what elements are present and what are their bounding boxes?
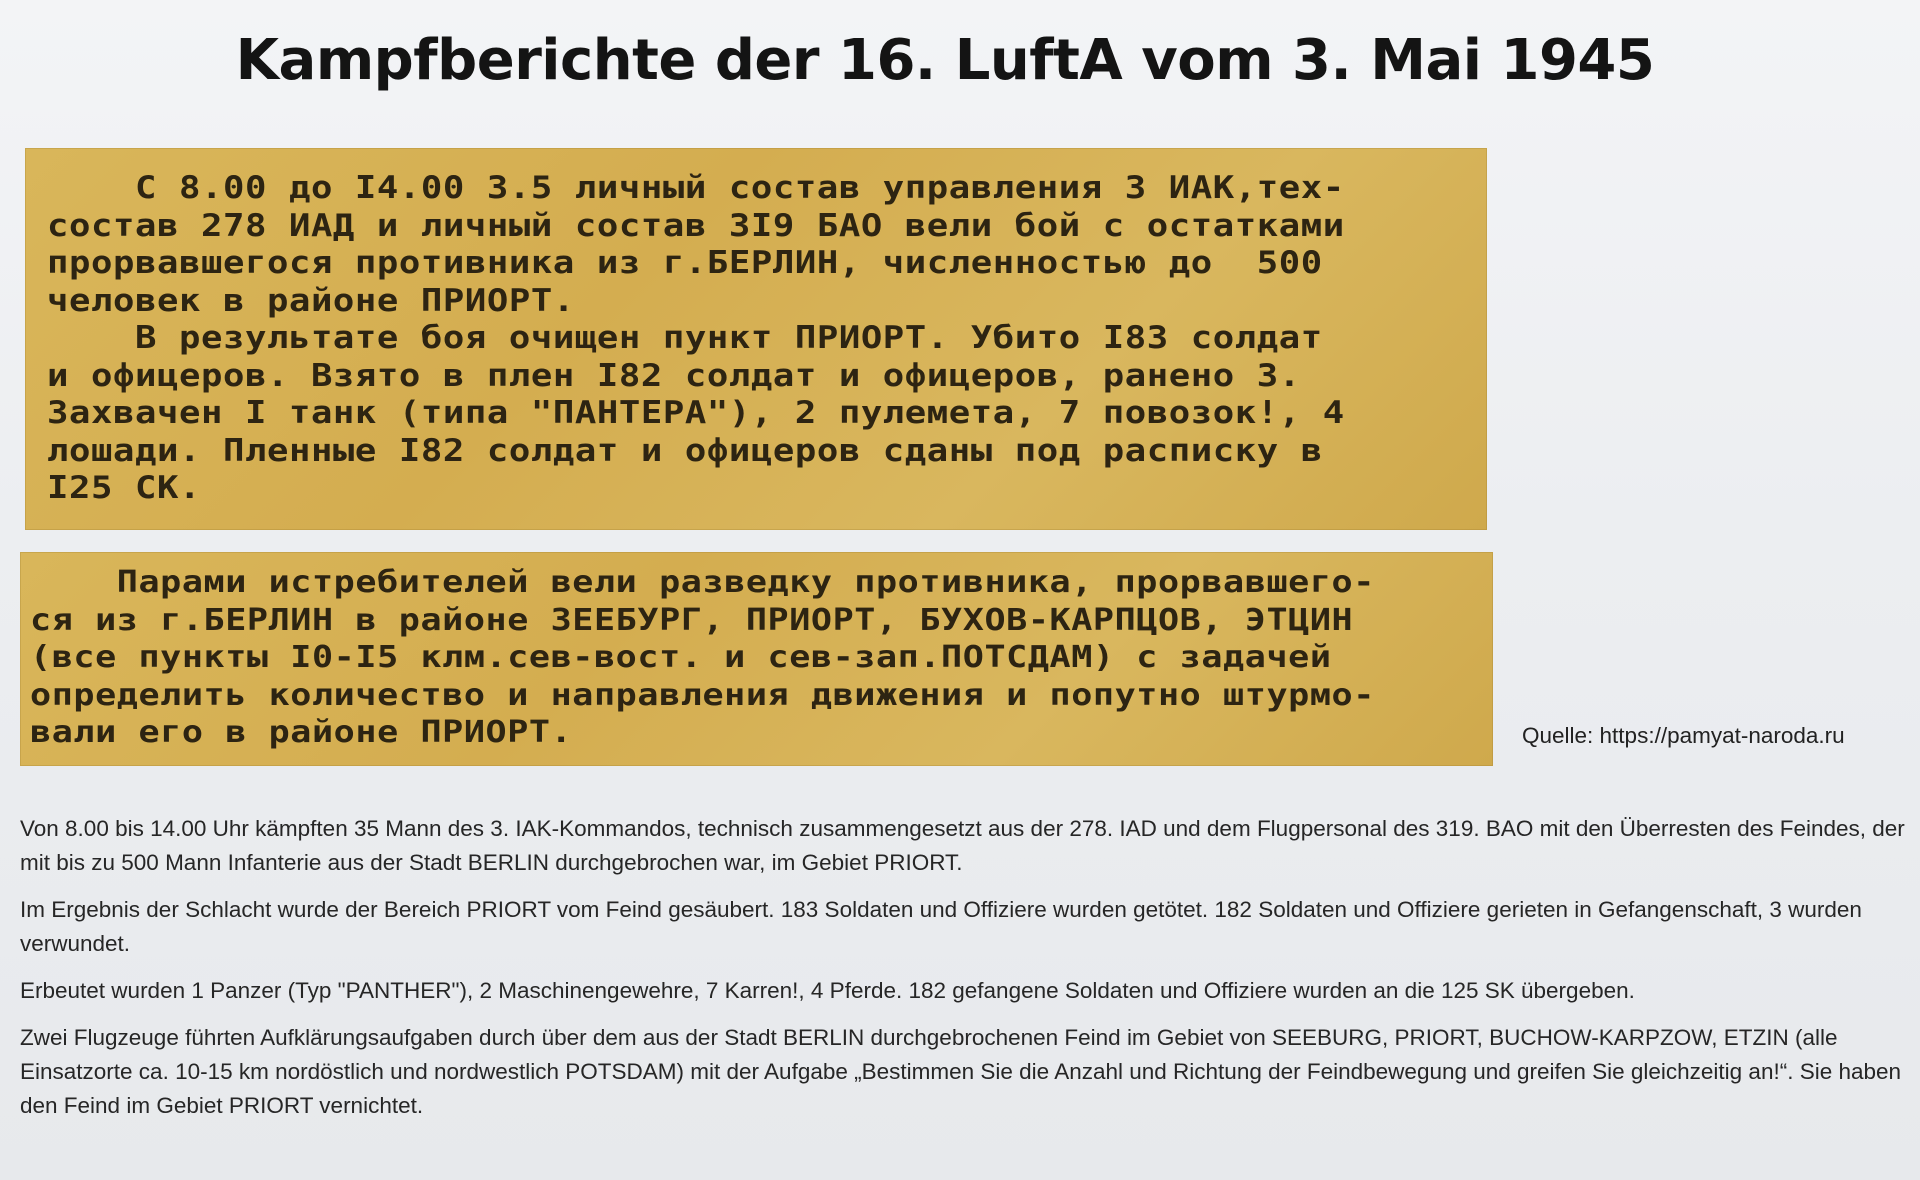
typed-line: (все пункты I0-I5 клм.сев-вост. и сев-зап.ПОТСДАМ) с задачей [30, 640, 1332, 675]
typewritten-text [47, 170, 1345, 508]
typed-line: С 8.00 до I4.00 3.5 личный состав управления 3 ИАК,тех- [47, 170, 1345, 206]
typed-line: вали его в районе ПРИОРТ. [30, 715, 573, 750]
typewritten-text [30, 564, 1375, 752]
typed-line: ся из г.БЕРЛИН в районе ЗЕЕБУРГ, ПРИОРТ, БУХОВ-КАРПЦОВ, ЭТЦИН [30, 602, 1354, 638]
typed-line: определить количество и направления движения и попутно штурмо- [30, 677, 1375, 713]
typed-line: человек в районе ПРИОРТ. [47, 282, 575, 319]
typed-line: прорвавшегося противника из г.БЕРЛИН, численностью до 500 [47, 245, 1323, 281]
typed-line: Захвачен I танк (типа "ПАНТЕРА"), 2 пулемета, 7 повозок!, 4 [47, 395, 1345, 431]
typed-line: и офицеров. Взято в плен I82 солдат и офицеров, ранено 3. [47, 357, 1301, 394]
archive-clipping-report-2 [20, 552, 1493, 766]
german-translation [20, 812, 1910, 1136]
page-title: Kampfberichte der 16. LuftA vom 3. Mai 1945 [235, 28, 1655, 93]
typed-line: Парами истребителей вели разведку противника, прорвавшего- [30, 565, 1375, 600]
translation-paragraph: Im Ergebnis der Schlacht wurde der Bereich PRIORT vom Feind gesäubert. 183 Soldaten und Offiziere wurden getötet. 182 Soldaten und Offiziere gerieten in Gefangenschaft, 3 wurden verwundet. [20, 897, 1862, 956]
typed-line: лошади. Пленные I82 солдат и офицеров сданы под расписку в [47, 432, 1323, 469]
archive-clipping-report-1 [25, 148, 1487, 530]
typed-line: состав 278 ИАД и личный состав 3I9 БАО вели бой с остатками [47, 207, 1345, 244]
typed-line: В результате боя очищен пункт ПРИОРТ. Убито I83 солдат [47, 320, 1323, 356]
translation-paragraph: Von 8.00 bis 14.00 Uhr kämpften 35 Mann des 3. IAK-Kommandos, technisch zusammengesetzt aus der 278. IAD und dem Flugpersonal des 319. BAO mit den Überresten des Feindes, der mit bis zu 500 Mann Infanterie aus der Stadt BERLIN durchgebrochen war, im Gebiet PRIORT. [20, 816, 1905, 875]
typed-line: I25 СК. [47, 470, 201, 506]
translation-paragraph: Erbeutet wurden 1 Panzer (Typ "PANTHER"), 2 Maschinengewehre, 7 Karren!, 4 Pferde. 182 gefangene Soldaten und Offiziere wurden an die 125 SK übergeben. [20, 978, 1635, 1003]
source-citation: Quelle: https://pamyat-naroda.ru [1522, 723, 1845, 748]
translation-paragraph: Zwei Flugzeuge führten Aufklärungsaufgaben durch über dem aus der Stadt BERLIN durchgebrochenen Feind im Gebiet von SEEBURG, PRIORT, BUCHOW-KARPZOW, ETZIN (alle Einsatzorte ca. 10-15 km nordöstlich und nordwestlich POTSDAM) mit der Aufgabe „Bestimmen Sie die Anzahl und Richtung der Feindbewegung und greifen Sie gleichzeitig an!“. Sie haben den Feind im Gebiet PRIORT vernichtet. [20, 1025, 1902, 1118]
